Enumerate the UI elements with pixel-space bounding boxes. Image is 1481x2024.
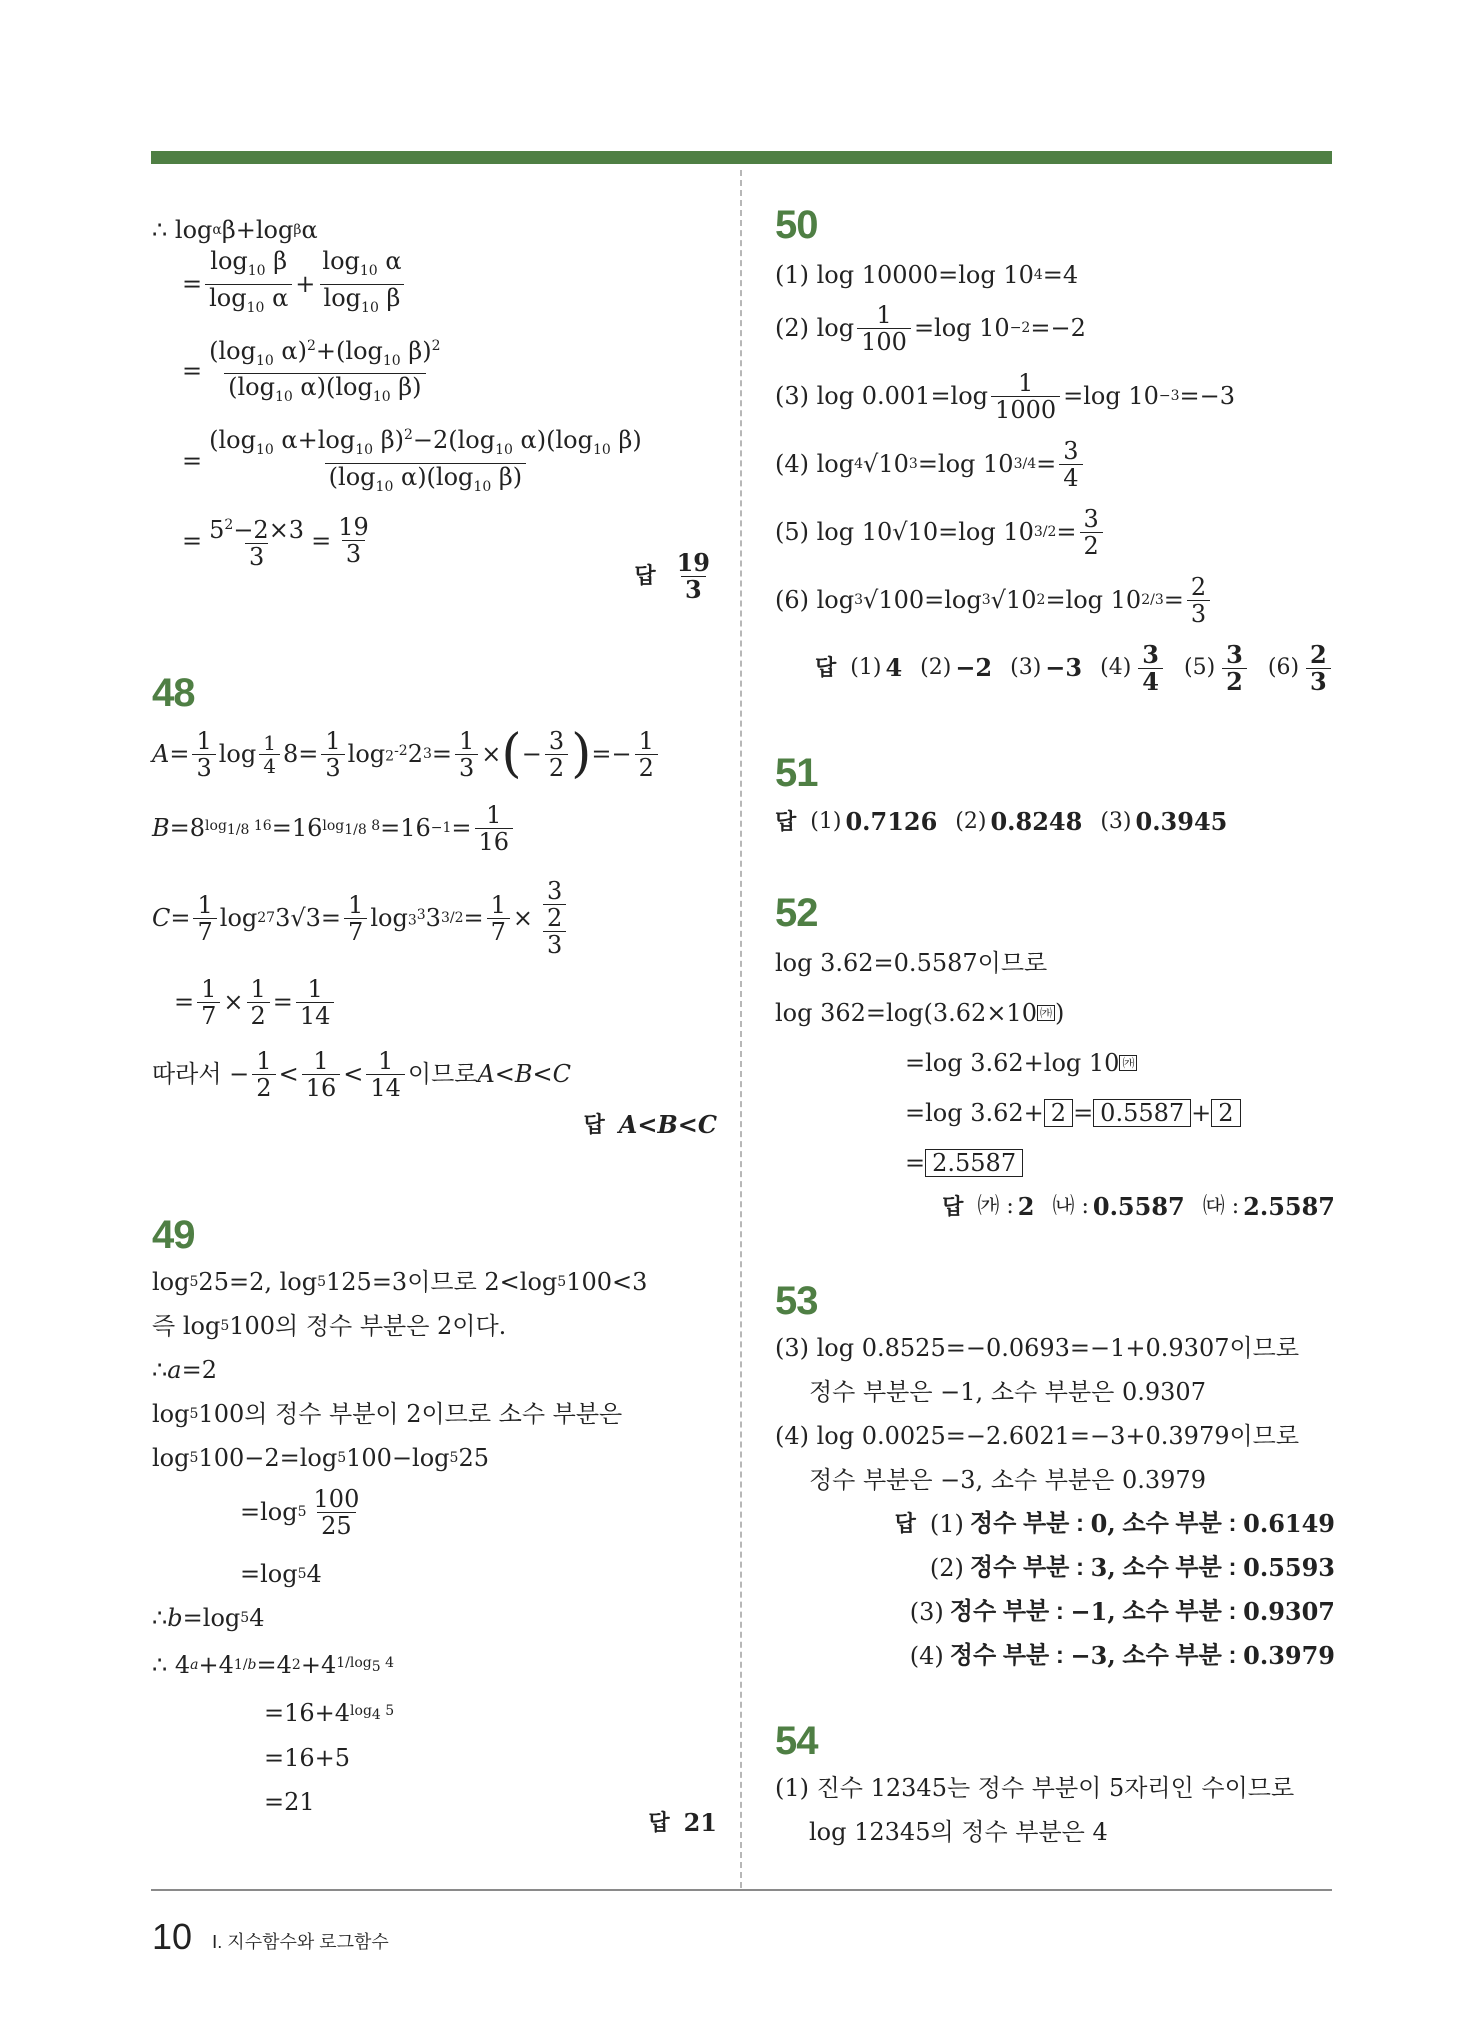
- s49-line-4: log 5 100의 정수 부분이 2이므로 소수 부분은: [152, 1400, 623, 1428]
- s53-answer: 답 (1) 정수 부분 : 0, 소수 부분 : 0.6149 (2) 정수 부분 : 3, 소수 부분 : 0.5593 (3) 정수 부분 : −1, 소수 부분 : 0.9307 (4) 정수 부분 : −3, 소수 부분 : 0.3979: [894, 1509, 1335, 1670]
- answer-value: 21: [683, 1808, 717, 1837]
- s49-line-9: ∴ 4 a +4 1/b =4 2 +4 $1/\log_5$ 4: [152, 1651, 394, 1679]
- answer-label: 답: [894, 1511, 916, 1536]
- section-50: [775, 200, 1235, 628]
- section-47-continued: [152, 212, 649, 570]
- s49-line-5: log 5 100−2=log 5 100−log 5 25: [152, 1444, 490, 1472]
- s52-line-2: log 362=log(3.62×10 ㈎ ): [775, 999, 1065, 1027]
- s47-line-1: ∴ log α β+log β α: [152, 216, 318, 244]
- footer-rule: [151, 1889, 1332, 1891]
- s50-line-3: (3) log 0.001=log $\frac{1}{1000}$ =log 10 −3 =−3: [775, 368, 1236, 424]
- s52-line-5: = 2.5587: [775, 1138, 1241, 1188]
- s47-answer: [152, 548, 717, 604]
- s53-line-2: 정수 부분은 −1, 소수 부분은 0.9307: [809, 1378, 1206, 1406]
- s54-line-1: (1) 진수 12345는 정수 부분이 5자리인 수이므로: [775, 1774, 1295, 1802]
- section-number: 49: [152, 1213, 195, 1257]
- section-number: 50: [775, 203, 818, 247]
- s53-line-4: 정수 부분은 −3, 소수 부분은 0.3979: [809, 1466, 1206, 1494]
- answer-label: 답: [634, 563, 656, 588]
- answer-denominator: 3: [681, 576, 706, 603]
- section-number: 48: [152, 671, 195, 715]
- s50-line-4: (4) log 4 √10 3 =log 10 3/4 = $\frac{3}{4}$: [775, 436, 1235, 492]
- section-number: 54: [775, 1719, 818, 1763]
- s48-answer: [152, 1110, 717, 1140]
- s47-line-3: = $\frac{(\log_{10} \alpha)^2+(\log_{10} \beta)^2}{(\log_{10} \alpha)(\log_{10} \beta)}$: [152, 333, 649, 411]
- s49-answer: [152, 1808, 717, 1838]
- answer-label: 답: [583, 1112, 605, 1137]
- s47-line-5: = $\frac{5^2-2\times 3}{3}$ = $\frac{19}{3}$: [182, 513, 369, 571]
- s53-line-3: (4) log 0.0025=−2.6021=−3+0.3979이므로: [775, 1422, 1300, 1450]
- s50-line-1: (1) log 10000=log 10 4 =4: [775, 261, 1079, 289]
- column-divider: [740, 170, 742, 1888]
- answer-label: 답: [648, 1810, 670, 1835]
- section-51: [775, 748, 1227, 846]
- s50-line-5: (5) log 10√10=log 10 3/2 = $\frac{3}{2}$: [775, 504, 1235, 560]
- section-number: 51: [775, 751, 818, 795]
- s48-line-C2: = $\frac{1}{7}$ × $\frac{1}{2}$ = $\frac{1}{14}$: [152, 974, 661, 1030]
- s49-line-11: =16+5: [264, 1744, 351, 1772]
- s52-line-1: log 3.62=0.5587이므로: [775, 949, 1048, 977]
- s49-line-3: ∴ a =2: [152, 1356, 217, 1384]
- section-49: [152, 1210, 647, 1824]
- s50-line-6: (6) log 3 √100=log 3 √10 2 =log 10 2/3 = $\frac{2}{3}$: [775, 572, 1235, 628]
- s49-line-12: =21: [264, 1788, 315, 1816]
- s47-line-2: = $\frac{\log_{10} \beta}{\log_{10} \alpha}$ + $\frac{\log_{10} \alpha}{\log_{10} \beta}$: [152, 248, 649, 321]
- s52-line-4: =log 3.62+ 2 = 0.5587 + 2: [775, 1088, 1241, 1138]
- s48-line-A: A = $\frac{1}{3}$ log $\frac{1}{4}$ 8= $\frac{1}{3}$ log $2^{-2}$ 2 3 = $\frac{1}{3}$ × ( − $\frac{3}{2}$ ) =− $\frac{1}{2}$: [152, 726, 661, 782]
- section-54: [775, 1716, 1294, 1854]
- answer-numerator: 19: [676, 547, 710, 577]
- page-number: 10: [152, 1916, 193, 1957]
- section-number: 52: [775, 891, 818, 935]
- s49-line-1: log 5 25=2, log 5 125=3이므로 2<log 5 100<3: [152, 1268, 648, 1296]
- section-53: [775, 1276, 1299, 1502]
- s48-line-conclusion: 따라서 − $\frac{1}{2}$ < $\frac{1}{16}$ < $\frac{1}{14}$ 이므로 A < B < C: [152, 1046, 572, 1102]
- s49-line-8: ∴ b =log 5 4: [152, 1604, 265, 1632]
- s52-line-3: =log 3.62+log 10 ㈎: [775, 1038, 1241, 1088]
- answer-label: 답: [775, 809, 797, 834]
- s49-line-2: 즉 log 5 100의 정수 부분은 2이다.: [152, 1312, 507, 1340]
- section-number: 53: [775, 1279, 818, 1323]
- s51-answer: 답 (1) 0.7126 (2) 0.8248 (3) 0.3945: [775, 807, 1228, 836]
- s54-line-2: log 12345의 정수 부분은 4: [809, 1818, 1108, 1846]
- s53-line-1: (3) log 0.8525=−0.0693=−1+0.9307이므로: [775, 1334, 1300, 1362]
- s48-line-B: B =8 $\log_{1/8} 16$ =16 $\log_{1/8} 8$ =16 −1 = $\frac{1}{16}$: [152, 800, 661, 856]
- s49-line-10: =16+4 $\log_4 5$: [264, 1699, 395, 1727]
- s48-line-C: C = $\frac{1}{7}$ log 27 3√3= $\frac{1}{7}$ log $3^3$ 3 3/2 = $\frac{1}{7}$ × $\frac{\frac{3}{2}}{3}$: [152, 872, 661, 964]
- answer-value: A<B<C: [618, 1110, 717, 1139]
- answer-label: 답: [942, 1194, 964, 1219]
- answer-label: 답: [815, 655, 837, 680]
- section-48: [152, 668, 661, 1102]
- s49-line-7: =log 5 4: [240, 1560, 322, 1588]
- s52-answer: 답 ㈎ : 2 ㈏ : 0.5587 ㈐ : 2.5587: [942, 1192, 1335, 1221]
- header-accent-bar: [151, 151, 1332, 164]
- s50-answer: 답 (1) 4 (2) −2 (3) −3 (4) $\frac{3}{4}$ (5) $\frac{3}{2}$ (6) $\frac{2}{3}$: [815, 640, 1334, 696]
- s49-line-6: =log 5 $\frac{100}{25}$: [240, 1484, 360, 1540]
- chapter-title: Ⅰ. 지수함수와 로그함수: [212, 1932, 389, 1952]
- s50-line-2: (2) log $\frac{1}{100}$ =log 10 −2 =−2: [775, 300, 1086, 356]
- s47-line-4: = $\frac{(\log_{10} \alpha+\log_{10} \beta)^2-2(\log_{10} \alpha)(\log_{10} \beta)}{(\log_{10} \alpha)(\log_{10} \beta)}$: [152, 422, 649, 500]
- section-52: [775, 888, 1241, 1188]
